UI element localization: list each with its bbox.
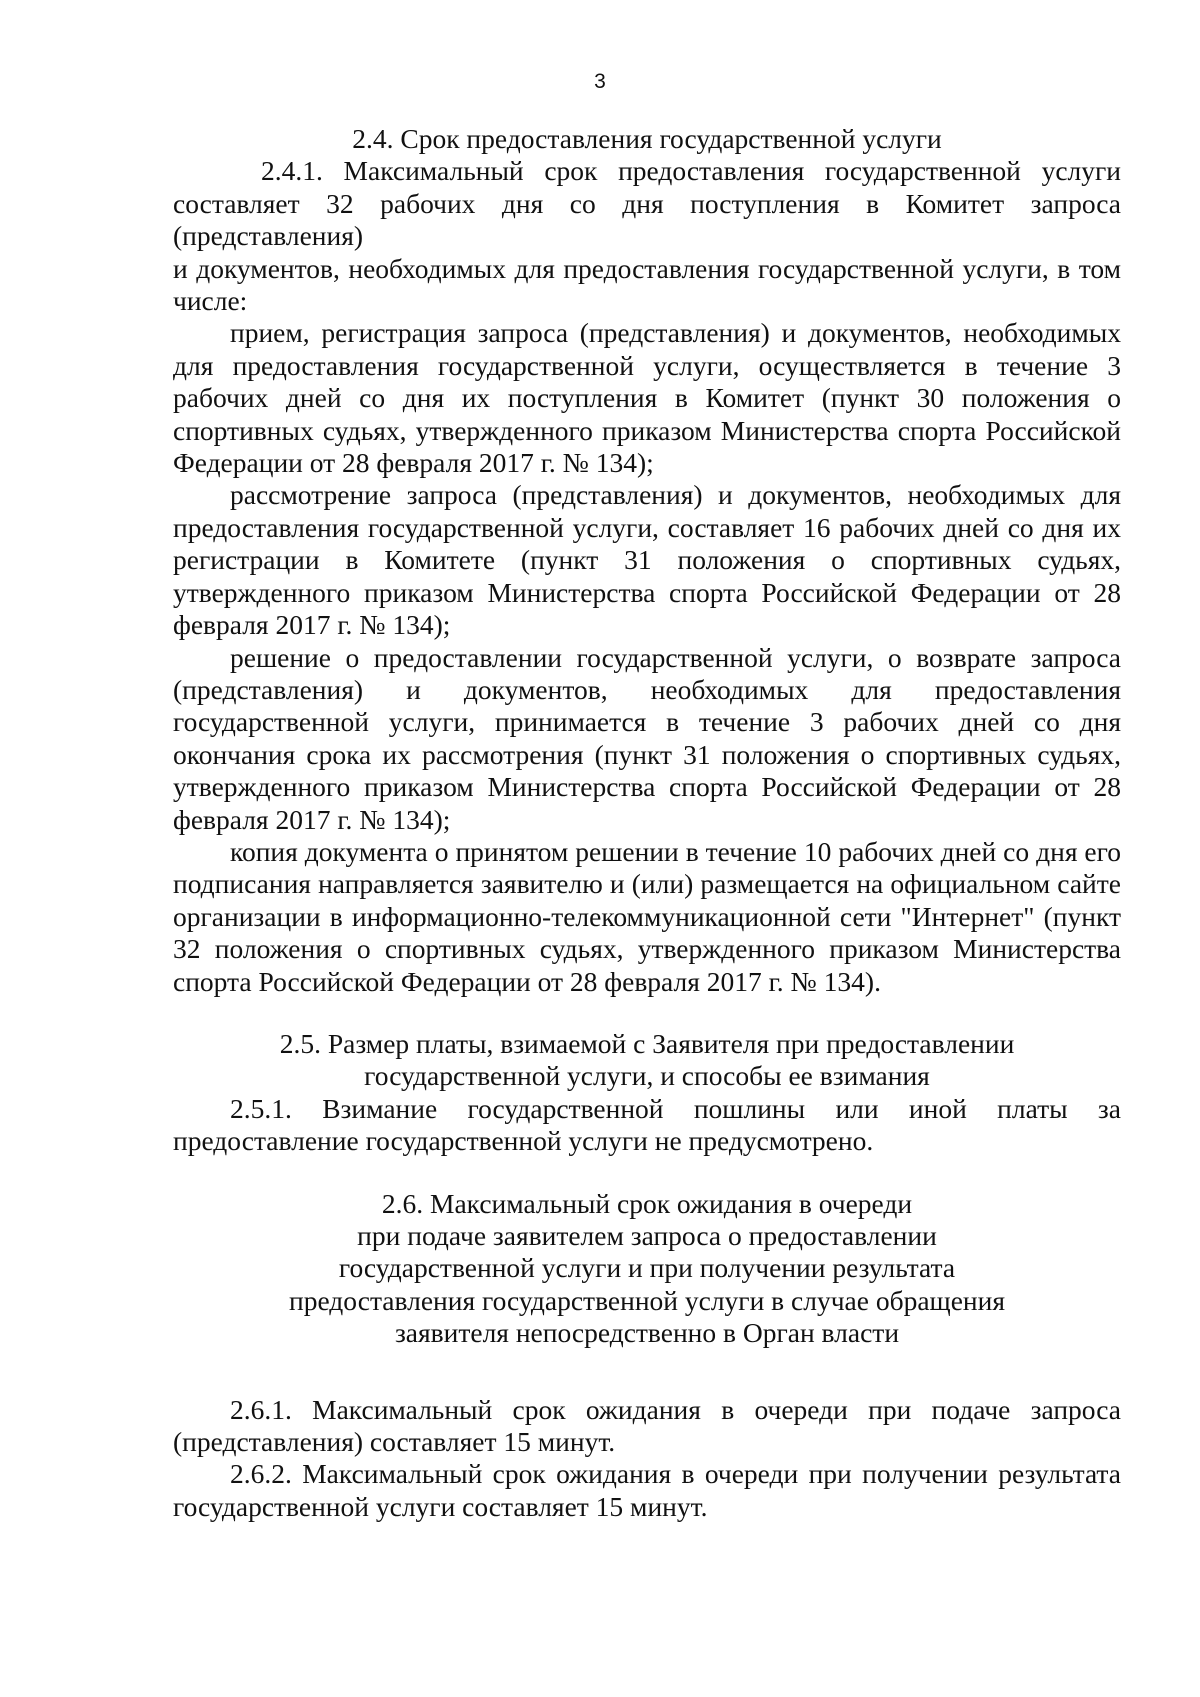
- paragraph-reception: прием, регистрация запроса (представления) и документов, необходимых для предоставления государственной услуги, осуществляется в течение 3 рабочих дней со дня их поступления в Комитет (пункт 30 положения о спортивных судьях, утвержденного приказом Министерства спорта Российской Федерации от 28 февраля 2017 г. № 134);: [173, 317, 1121, 479]
- paragraph-2-5-1: 2.5.1. Взимание государственной пошлины или иной платы за предоставление государственной услуги не предусмотрено.: [173, 1092, 1121, 1157]
- paragraph-decision: решение о предоставлении государственной услуги, о возврате запроса (представления) и документов, необходимых для предоставления государственной услуги, принимается в течение 3 рабочих дней со дня окончания срока их рассмотрения (пункт 31 положения о спортивных судьях, утвержденного приказом Министерства спорта Российской Федерации от 28 февраля 2017 г. № 134);: [173, 641, 1121, 835]
- paragraph-2-4-1: 2.4.1. Максимальный срок предоставления государственной услуги составляет 32 рабочих дня со дня поступления в Комитет запроса (представления): [173, 155, 1121, 252]
- section-2-6-title-line3: государственной услуги и при получении результата: [338, 1252, 956, 1284]
- section-2-6-title-line2: при подаче заявителем запроса о предоставлении: [357, 1220, 937, 1251]
- paragraph-2-4-1-continued: и документов, необходимых для предоставления государственной услуги, в том числе:: [173, 252, 1121, 317]
- page-number: 3: [594, 70, 606, 93]
- paragraph-2-6-2: 2.6.2. Максимальный срок ожидания в очереди при получении результата государственной услуги составляет 15 минут.: [173, 1458, 1121, 1522]
- document-body: [173, 123, 1121, 1523]
- section-2-6-title-line1: 2.6. Максимальный срок ожидания в очереди: [381, 1187, 913, 1219]
- section-2-5-title-line1: 2.5. Размер платы, взимаемой с Заявителя при предоставлении: [279, 1027, 1015, 1059]
- paragraph-2-6-1: 2.6.1. Максимальный срок ожидания в очереди при подаче запроса (представления) составляет 15 минут.: [173, 1393, 1121, 1458]
- section-2-5-title-line2: государственной услуги, и способы ее взимания: [364, 1060, 930, 1092]
- section-2-4-title: 2.4. Срок предоставления государственной услуги: [352, 123, 942, 154]
- paragraph-review: рассмотрение запроса (представления) и документов, необходимых для предоставления государственной услуги, составляет 16 рабочих дней со дня их регистрации в Комитете (пункт 31 положения о спортивных судьях, утвержденного приказом Министерства спорта Российской Федерации от 28 февраля 2017 г. № 134);: [173, 479, 1121, 641]
- section-2-6-title-line5: заявителя непосредственно в Орган власти: [394, 1317, 900, 1349]
- paragraph-copy: копия документа о принятом решении в течение 10 рабочих дней со дня его подписания направляется заявителю и (или) размещается на официальном сайте организации в информационно-телекоммуникационной сети "Интернет" (пункт 32 положения о спортивных судьях, утвержденного приказом Министерства спорта Российской Федерации от 28 февраля 2017 г. № 134).: [173, 835, 1121, 997]
- section-2-6-title-line4: предоставления государственной услуги в случае обращения: [289, 1284, 1005, 1316]
